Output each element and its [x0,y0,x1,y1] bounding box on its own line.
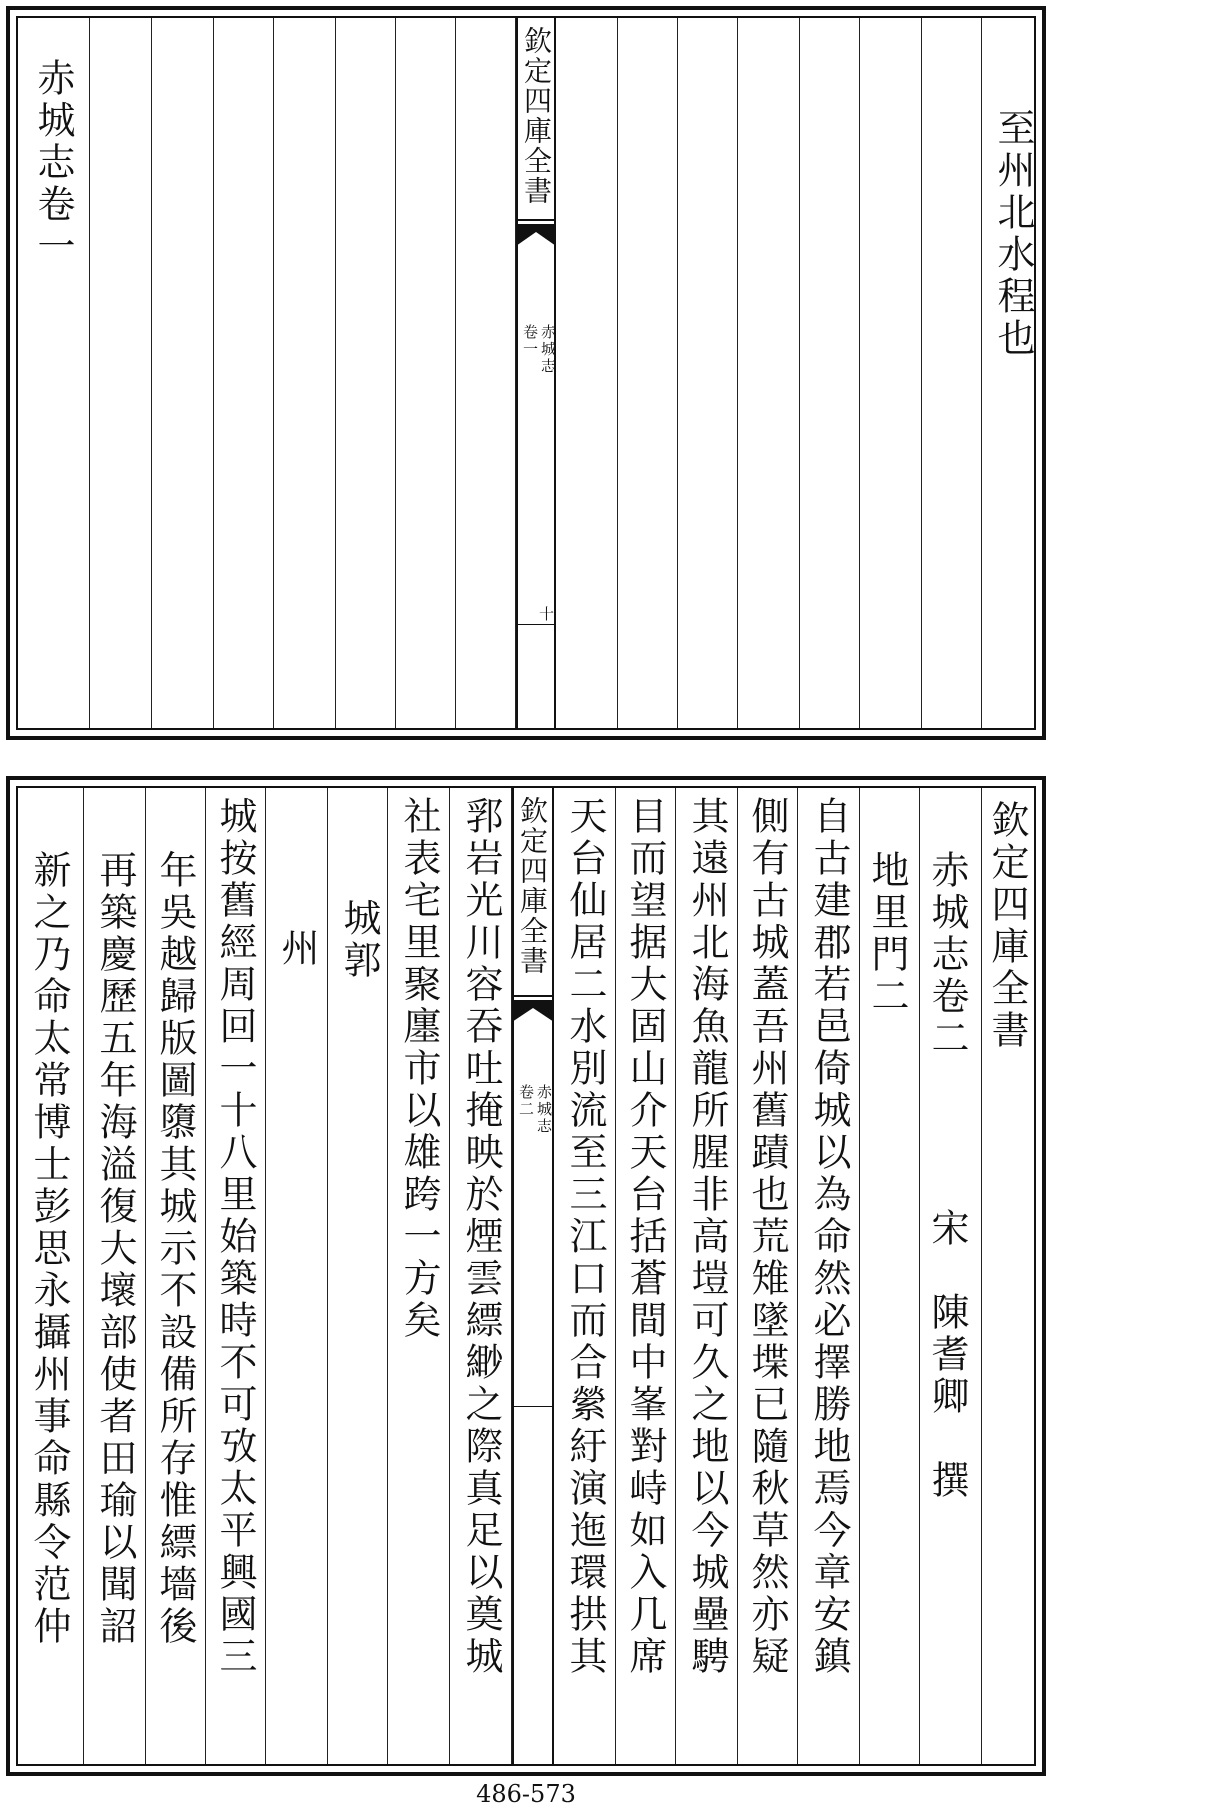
text-column-3: 其遠州北海魚龍所腥非高塏可久之地以今城壘騁 [685,796,729,1678]
bottom-center-gutter [512,788,554,1764]
text-column-9: 年吳越歸版圖隳其城示不設備所存惟縹墻後 [153,850,197,1648]
top-col-6 [336,18,396,728]
top-right-text: 至州北水程也 [991,108,1035,360]
top-col-11 [678,18,738,728]
top-col-3 [152,18,214,728]
footer-page-number: 486-573 [476,1780,576,1808]
text-column-2: 側有古城蓋吾州舊蹟也荒雉墜堞已隨秋草然亦疑 [745,796,789,1678]
item-title: 州 [275,928,319,970]
top-left-volume-end: 赤城志卷一 [31,58,75,268]
bottom-center-header: 欽定四庫全書 [516,796,549,976]
top-page-frame [6,6,1046,740]
top-col-12 [738,18,800,728]
text-column-8: 城按舊經周回一十八里始築時不可攷太平興國三 [213,796,257,1678]
top-col-9 [556,18,618,728]
bottom-page-inner-border [16,786,1036,1766]
top-center-title: 赤城志 [539,324,557,375]
top-center-header: 欽定四庫全書 [520,26,553,206]
text-column-11: 新之乃命太常博士彭思永攝州事命縣令范仲 [27,850,71,1648]
top-col-14 [860,18,922,728]
top-col-8 [456,18,516,728]
text-column-7: 社表宅里聚廛市以雄跨一方矣 [397,796,441,1342]
top-col-4 [214,18,274,728]
top-page-inner-border [16,16,1036,730]
top-center-volume: 卷一 [521,324,539,358]
top-fish-tail-mark [516,218,556,248]
text-column-6: 郛岩光川容吞吐掩映於煙雲縹緲之際真足以奠城 [459,796,503,1678]
bottom-fish-tail-mark [512,994,554,1024]
top-col-5 [274,18,336,728]
book-title-header: 欽定四庫全書 [985,800,1029,1052]
top-col-13 [800,18,860,728]
section-title: 地里門二 [865,850,909,1018]
text-column-5: 天台仙居二水別流至三江口而合縈紆演迤環拱其 [563,796,607,1678]
top-center-pagenum: 十 [537,606,555,623]
top-center-gutter [516,18,556,728]
volume-title: 赤城志卷二 [925,850,969,1060]
top-col-10 [618,18,678,728]
subsection-title: 城郭 [337,898,381,982]
bottom-center-bottom-rule [514,1406,552,1407]
top-col-2 [90,18,152,728]
top-col-7 [396,18,456,728]
bottom-page-frame [6,776,1046,1776]
author-line: 宋 陳耆卿 撰 [925,1208,969,1502]
bottom-center-title: 赤城志 [535,1084,553,1135]
text-column-10: 再築慶歷五年海溢復大壞部使者田瑜以聞詔 [93,850,137,1648]
text-column-4: 目而望据大固山介天台括蒼間中峯對峙如入几席 [623,796,667,1678]
bottom-center-volume: 卷二 [517,1084,535,1118]
top-col-15 [922,18,982,728]
top-center-bottom-rule [518,624,554,625]
text-column-1: 自古建郡若邑倚城以為命然必擇勝地焉今章安鎮 [807,796,851,1678]
